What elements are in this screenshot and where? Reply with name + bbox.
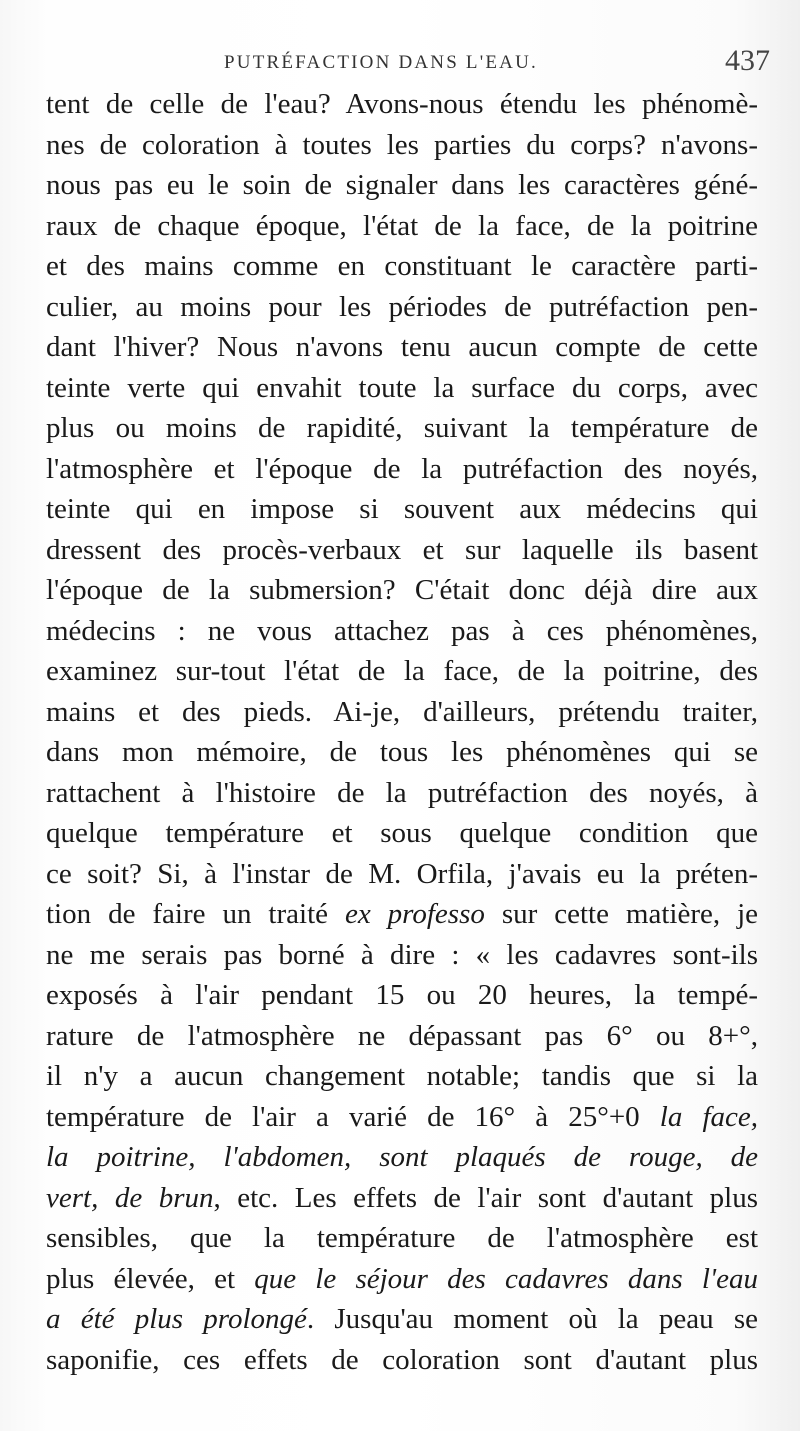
text-line: [46, 530, 758, 571]
text-line: [46, 368, 758, 409]
italic-text: ex professo: [344, 898, 485, 930]
text-line: [46, 246, 758, 287]
text-run: dans mon mémoire, de tous les phénomènes qui se: [46, 736, 758, 768]
text-line: [46, 732, 758, 773]
text-run: culier, au moins pour les périodes de putréfaction pen-: [46, 290, 758, 323]
text-line: [46, 408, 758, 449]
text-run: exposés à l'air pendant 15 ou 20 heures, la tempé-: [46, 979, 758, 1011]
text-line: [46, 651, 758, 692]
text-line: [46, 1056, 758, 1097]
text-line: [46, 894, 758, 935]
text-run: nes de coloration à toutes les parties du corps? n'avons-: [46, 128, 758, 161]
text-line: [46, 813, 758, 854]
text-line: [46, 327, 758, 368]
italic-text: a été plus prolongé: [46, 1303, 307, 1335]
text-line: [46, 84, 758, 125]
text-run: l'atmosphère et l'époque de la putréfaction des noyés,: [46, 452, 758, 485]
text-line: [46, 287, 758, 328]
text-run: rattachent à l'histoire de la putréfaction des noyés, à: [46, 776, 758, 809]
text-line: [46, 165, 758, 206]
text-run: quelque température et sous quelque condition que: [46, 817, 758, 849]
text-run: teinte qui en impose si souvent aux médecins qui: [46, 493, 758, 525]
text-run: mains et des pieds. Ai-je, d'ailleurs, prétendu traiter,: [46, 695, 758, 728]
text-run: examinez sur-tout l'état de la face, de la poitrine, des: [46, 655, 758, 687]
text-line: [46, 935, 758, 976]
text-line: [46, 1299, 758, 1340]
text-line: [46, 692, 758, 733]
text-line: [46, 1178, 758, 1219]
text-run: ne me serais pas borné à dire : « les cadavres sont-ils: [46, 938, 758, 971]
italic-text: que le séjour des cadavres dans l'eau: [254, 1262, 758, 1295]
text-line: [46, 1340, 758, 1381]
text-line: [46, 1137, 758, 1178]
body-text: [46, 84, 758, 1380]
text-line: [46, 1218, 758, 1259]
text-line: [46, 489, 758, 530]
text-line: [46, 570, 758, 611]
text-run: sur cette matière, je: [484, 898, 758, 930]
italic-text: la face,: [659, 1100, 758, 1133]
text-line: [46, 449, 758, 490]
text-line: [46, 854, 758, 895]
running-title: PUTRÉFACTION DANS L'EAU.: [224, 52, 538, 73]
text-run: il n'y a aucun changement notable; tandis que si la: [46, 1060, 758, 1092]
text-run: plus élevée, et: [46, 1262, 255, 1295]
text-line: [46, 1259, 758, 1300]
text-line: [46, 773, 758, 814]
text-run: ce soit? Si, à l'instar de M. Orfila, j'avais eu la préten-: [46, 857, 758, 890]
text-run: rature de l'atmosphère ne dépassant pas 6° ou 8+°,: [46, 1019, 758, 1052]
text-line: [46, 1016, 758, 1057]
text-run: tent de celle de l'eau? Avons-nous étendu les phénomè-: [46, 88, 758, 120]
text-line: [46, 125, 758, 166]
text-run: nous pas eu le soin de signaler dans les caractères géné-: [46, 169, 758, 201]
text-run: dressent des procès-verbaux et sur laquelle ils basent: [46, 533, 758, 566]
text-run: sensibles, que la température de l'atmosphère est: [46, 1222, 758, 1254]
text-run: raux de chaque époque, l'état de la face, de la poitrine: [46, 209, 758, 242]
text-run: saponifie, ces effets de coloration sont d'autant plus: [46, 1343, 758, 1376]
text-line: [46, 1097, 758, 1138]
text-run: . Jusqu'au moment où la peau se: [306, 1303, 758, 1335]
text-run: médecins : ne vous attachez pas à ces phénomènes,: [46, 614, 758, 647]
text-run: dant l'hiver? Nous n'avons tenu aucun compte de cette: [46, 331, 758, 363]
text-run: tion de faire un traité: [46, 898, 345, 930]
text-run: l'époque de la submersion? C'était donc déjà dire aux: [46, 574, 758, 606]
text-line: [46, 206, 758, 247]
text-line: [46, 611, 758, 652]
page-number: 437: [725, 44, 770, 77]
running-head: [48, 44, 770, 84]
text-line: [46, 975, 758, 1016]
text-run: plus ou moins de rapidité, suivant la température de: [46, 412, 758, 444]
italic-text: vert, de brun: [46, 1181, 214, 1214]
italic-text: la poitrine, l'abdomen, sont plaqués de rouge, de: [46, 1141, 758, 1173]
text-run: , etc. Les effets de l'air sont d'autant plus: [213, 1181, 758, 1214]
text-run: température de l'air a varié de 16° à 25°+0: [46, 1100, 660, 1133]
text-run: teinte verte qui envahit toute la surface du corps, avec: [46, 371, 758, 404]
text-run: et des mains comme en constituant le caractère parti-: [46, 250, 758, 282]
